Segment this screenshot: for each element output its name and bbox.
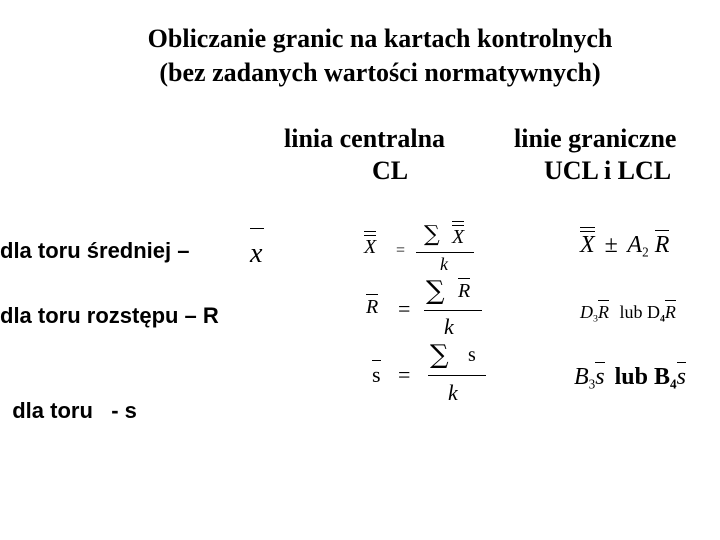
cl-sbar-den-var: k [448, 380, 458, 405]
cl-sbar-num [468, 344, 476, 367]
row-label-range [0, 303, 219, 329]
ucl-header-abbr [544, 156, 671, 186]
cl-xbar-den-var: k [440, 254, 448, 274]
limit-sbar-c2: B [653, 364, 670, 390]
cl-sbar-num-var: s [468, 344, 476, 366]
cl-rbar-den [444, 314, 454, 340]
cl-rbar-lhs-var: R [366, 296, 379, 318]
cl-rbar-num-var: R [458, 280, 471, 302]
cl-sbar-sum [430, 340, 449, 370]
title-line-2: (bez zadanych wartości normatywnych) [159, 58, 601, 87]
ucl-header-line-1: linie graniczne [514, 124, 677, 153]
cl-header-abbr [372, 156, 408, 186]
cl-xbar-num [452, 226, 464, 249]
ucl-header-line-2: UCL i LCL [544, 156, 672, 185]
limit-rbar-var2: R [664, 302, 676, 322]
ucl-header [514, 124, 676, 154]
cl-header-line-2: CL [372, 156, 409, 185]
limit-sbar-c1-sub: 3 [588, 376, 596, 392]
cl-xbar-sum-sign: ∑ [424, 222, 440, 247]
limit-sbar-lub: lub [614, 364, 648, 390]
row-label-mean [0, 238, 190, 264]
cl-rbar-fraction-bar [424, 310, 482, 311]
page-title [0, 24, 720, 54]
cl-rbar-sum [426, 276, 445, 306]
limit-xbar [580, 232, 669, 261]
cl-rbar-eq [398, 296, 410, 322]
cl-sbar-lhs [372, 362, 381, 388]
limit-rbar [580, 302, 676, 324]
cl-xbar-eq-sign: = [396, 242, 406, 259]
cl-xbar-den [440, 254, 448, 275]
cl-xbar-eq [396, 242, 405, 260]
limit-xbar-var: R [654, 232, 670, 258]
row-label-range-text: dla toru rozstępu – R [0, 303, 219, 328]
row-label-sd [0, 372, 137, 424]
limit-rbar-lub: lub [619, 302, 643, 322]
cl-header [284, 124, 445, 154]
cl-sbar-eq-sign: = [398, 362, 411, 387]
limit-sbar [574, 364, 686, 393]
cl-sbar-fraction-bar [428, 375, 486, 376]
cl-xbar-num-var: X [452, 226, 465, 248]
row-label-sd-text: dla toru - s [12, 398, 137, 423]
cl-xbar-fraction-bar [416, 252, 474, 253]
limit-rbar-c2-sub: 4 [659, 313, 665, 325]
limit-rbar-c2: D [646, 302, 660, 322]
row-symbol-xbar [250, 238, 262, 270]
limit-xbar-coef-sub: 2 [642, 244, 649, 260]
limit-xbar-pm: ± [604, 232, 618, 258]
cl-rbar-lhs [366, 296, 378, 319]
limit-sbar-c1: B [574, 364, 589, 390]
cl-xbar-sum [424, 222, 440, 247]
cl-sbar-den [448, 380, 458, 406]
cl-xbar-lhs-var: X [364, 236, 377, 258]
cl-sbar-eq [398, 362, 410, 388]
limit-sbar-c2-sub: 4 [670, 376, 677, 392]
cl-rbar-eq-sign: = [398, 296, 411, 321]
cl-sbar-lhs-var: s [372, 362, 381, 387]
cl-xbar-lhs [364, 236, 376, 259]
limit-rbar-var1: R [597, 302, 609, 322]
cl-rbar-num [458, 280, 470, 303]
limit-rbar-c1: D [580, 302, 593, 322]
limit-xbar-base: X [580, 232, 595, 258]
limit-sbar-var2: s [676, 364, 686, 390]
page-subtitle [0, 58, 720, 88]
cl-header-line-1: linia centralna [284, 124, 446, 153]
title-line-1: Obliczanie granic na kartach kontrolnych [147, 24, 613, 53]
limit-rbar-c1-sub: 3 [593, 313, 598, 325]
limit-sbar-var1: s [595, 364, 605, 390]
limit-xbar-coef: A [627, 232, 643, 258]
cl-rbar-sum-sign: ∑ [426, 276, 445, 306]
row-label-mean-text: dla toru średniej – [0, 238, 190, 263]
cl-sbar-sum-sign: ∑ [430, 340, 449, 370]
row-symbol-x: x [250, 238, 263, 269]
cl-rbar-den-var: k [444, 314, 454, 339]
